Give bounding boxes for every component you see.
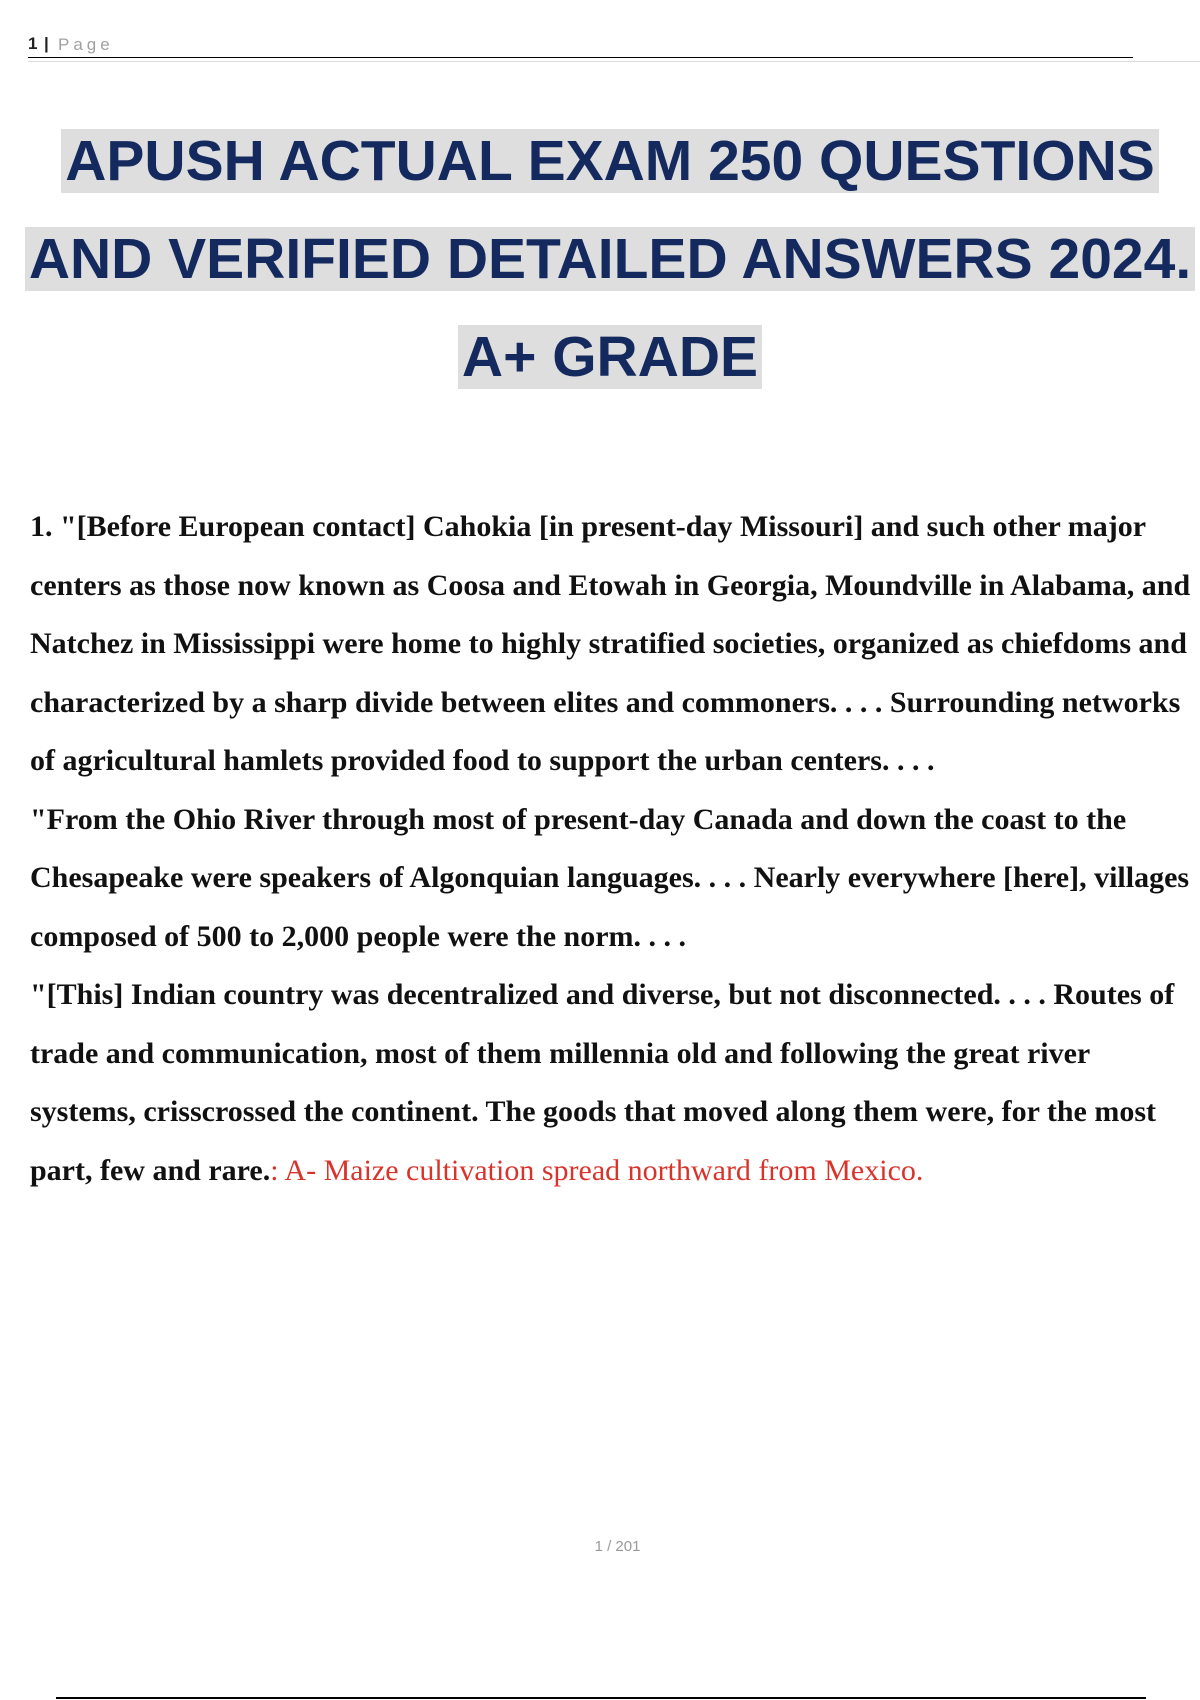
footer-divider [56,1697,1146,1699]
page-label: Page [58,35,114,54]
question-paragraph-3 [30,966,1195,1200]
page-separator: | [44,34,49,53]
page-header [28,32,1133,58]
page-number: 1 [28,34,38,53]
title-line-3: A+ GRADE [458,325,762,389]
title-line-2: AND VERIFIED DETAILED ANSWERS 2024. [25,227,1195,291]
question-paragraph-2: "From the Ohio River through most of present-day Canada and down the coast to the Chesapeake were speakers of Algonquian languages. . . . Nearly everywhere [here], villages composed of 500 to 2,000 people were the norm. . . . [30,802,1190,953]
answer-text: A- Maize cultivation spread northward from Mexico. [278,1153,924,1187]
document-title [20,112,1200,406]
page-counter: 1 / 201 [594,1538,641,1555]
question-paragraph-1: 1. "[Before European contact] Cahokia [in present-day Missouri] and such other major centers as those now known as Coosa and Etowah in Georgia, Moundville in Alabama, and Natchez in Mississippi were home to highly stratified societies, organized as chiefdoms and characterized by a sharp divide between elites and commoners. . . . Surrounding networks of agricultural hamlets provided food to support the urban centers. . . . [30,510,1191,777]
header-divider [28,57,1133,58]
answer-prefix: : [270,1153,279,1187]
question-paragraph-3-text: "[This] Indian country was decentralized and diverse, but not disconnected. . . . Routes of trade and communication, most of them millennia old and following the great river systems, crisscrossed the continent. The goods that moved along them were, for the most part, few and rare. [30,978,1175,1187]
header-divider-light [28,61,1200,62]
question-block [30,498,1195,1200]
title-line-1: APUSH ACTUAL EXAM 250 QUESTIONS [61,129,1159,193]
